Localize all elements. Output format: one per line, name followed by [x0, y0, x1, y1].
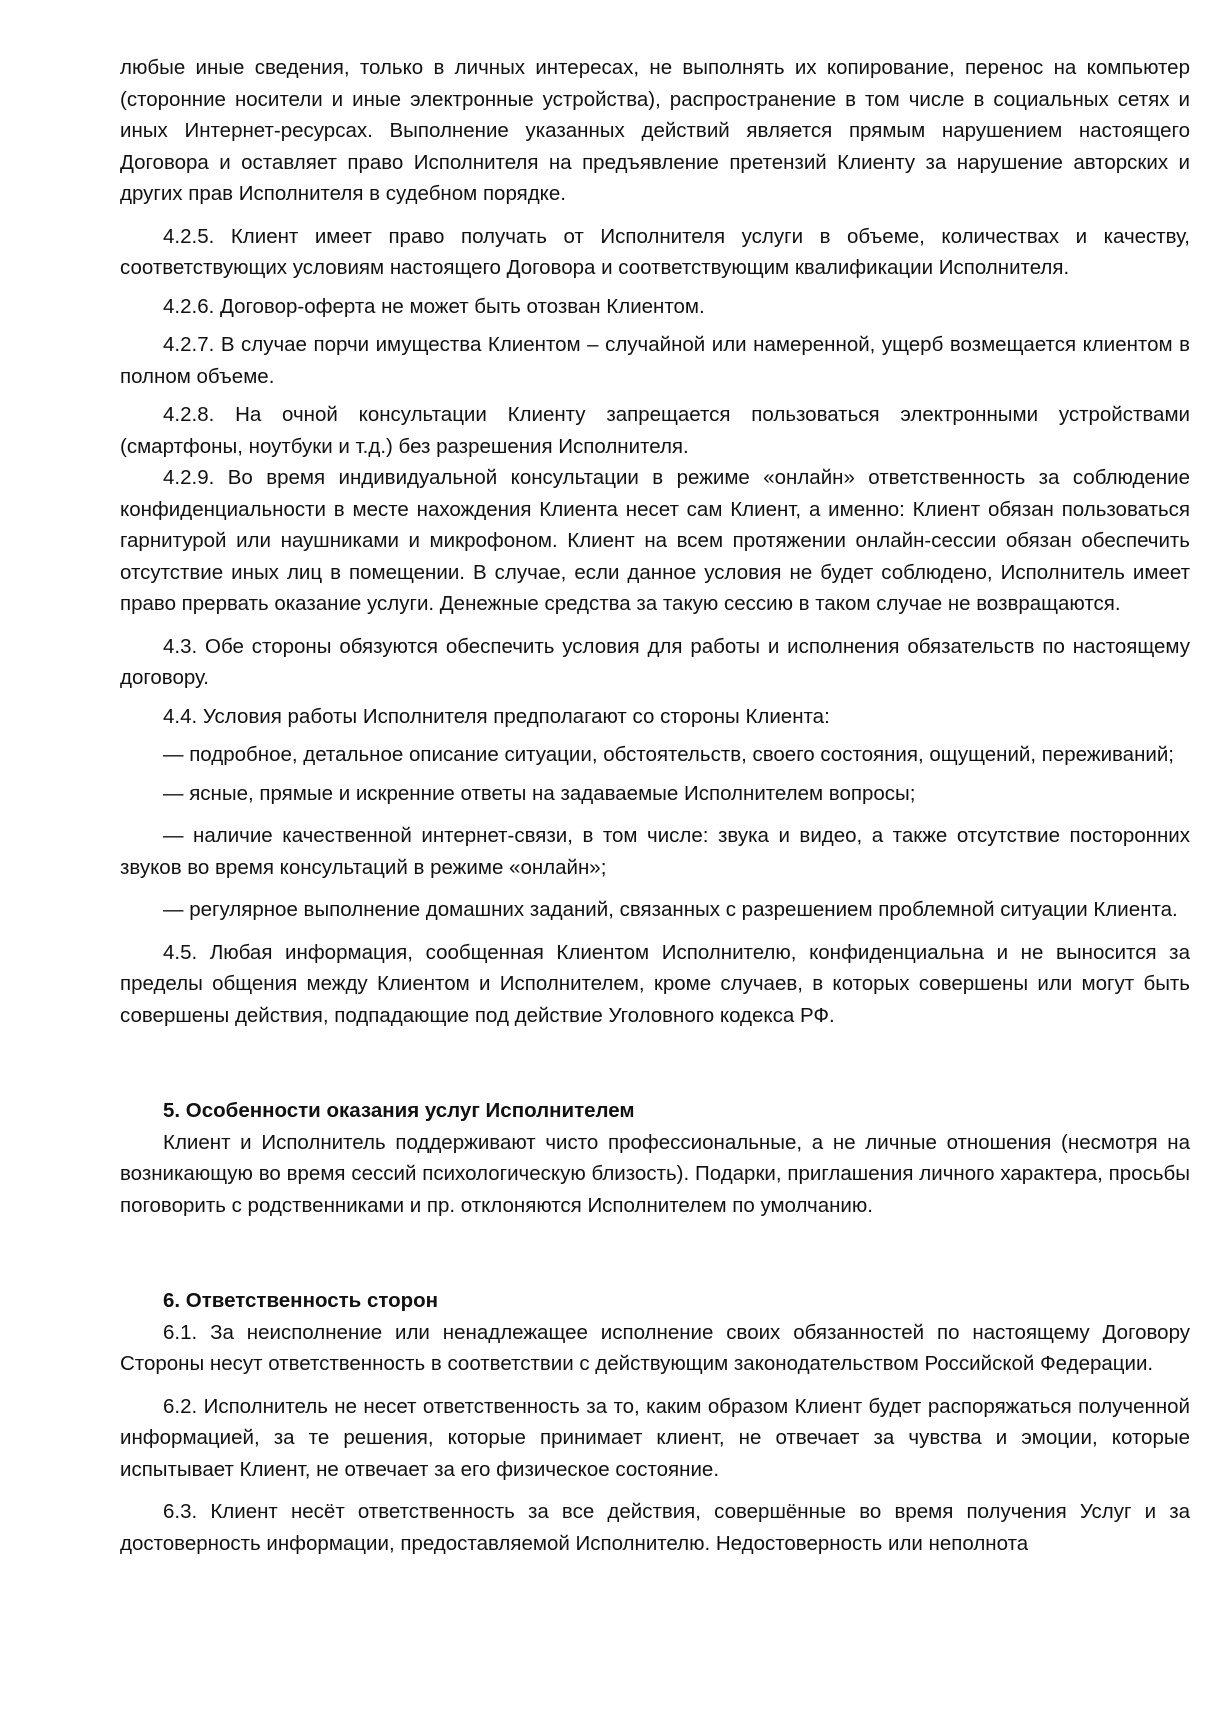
clause-4-5: 4.5. Любая информация, сообщенная Клиентом Исполнителю, конфиденциальна и не выносится за пределы общения между Клиентом и Исполнителем, кроме случаев, в которых совершены или могут быть совершены действия, подпадающие под действие Уголовного кодекса РФ. [120, 940, 1190, 1027]
clause-6-1: 6.1. За неисполнение или ненадлежащее исполнение своих обязанностей по настоящему Договору Стороны несут ответственность в соответствии с действующим законодательством Российской Федерации. [120, 1320, 1190, 1375]
clause-4-4-item-3: — наличие качественной интернет-связи, в том числе: звука и видео, а также отсутствие посторонних звуков во время консультаций в режиме «онлайн»; [120, 824, 1190, 879]
clause-4-4-item-2: — ясные, прямые и искренние ответы на задаваемые Исполнителем вопросы; [163, 781, 916, 805]
clause-4-2-8: 4.2.8. На очной консультации Клиенту запрещается пользоваться электронными устройствами (смартфоны, ноутбуки и т.д.) без разрешения Исполнителя. [120, 403, 1190, 458]
clause-4-2-6: 4.2.6. Договор-оферта не может быть отозван Клиентом. [163, 294, 705, 318]
clause-4-4-item-4: — регулярное выполнение домашних заданий, связанных с разрешением проблемной ситуации Клиента. [163, 898, 1178, 921]
paragraph-continuation: любые иные сведения, только в личных интересах, не выполнять их копирование, перенос на компьютер (сторонние носители и иные электронные устройства), распространение в том числе в социальных сетях и иных Интернет-ресурсах. Выполнение указанных действий является прямым нарушением настоящего Договора и оставляет право Исполнителя на предъявление претензий Клиенту за нарушение авторских и других прав Исполнителя в судебном порядке. [120, 56, 1190, 205]
section-6-heading: 6. Ответственность сторон [163, 1289, 439, 1312]
clause-4-3: 4.3. Обе стороны обязуются обеспечить условия для работы и исполнения обязательств по настоящему договору. [120, 634, 1190, 689]
clause-4-2-7: 4.2.7. В случае порчи имущества Клиентом – случайной или намеренной, ущерб возмещается клиентом в полном объеме. [120, 333, 1190, 388]
document-body [120, 52, 1190, 1559]
clause-4-2-5: 4.2.5. Клиент имеет право получать от Исполнителя услуги в объеме, количествах и качеству, соответствующих условиям настоящего Договора и соответствующим квалификации Исполнителя. [120, 224, 1190, 279]
clause-6-3: 6.3. Клиент несёт ответственность за все действия, совершённые во время получения Услуг и за достоверность информации, предоставляемой Исполнителю. Недостоверность или неполнота [120, 1500, 1190, 1555]
clause-6-2: 6.2. Исполнитель не несет ответственность за то, каким образом Клиент будет распоряжаться полученной информацией, за те решения, которые принимает клиент, не отвечает за чувства и эмоции, которые испытывает Клиент, не отвечает за его физическое состояние. [120, 1394, 1190, 1481]
clause-4-2-9: 4.2.9. Во время индивидуальной консультации в режиме «онлайн» ответственность за соблюдение конфиденциальности в месте нахождения Клиента несет сам Клиент, а именно: Клиент обязан пользоваться гарнитурой или наушниками и микрофоном. Клиент на всем протяжении онлайн-сессии обязан обеспечить отсутствие иных лиц в помещении. В случае, если данное условия не будет соблюдено, Исполнитель имеет право прервать оказание услуги. Денежные средства за такую сессию в таком случае не возвращаются. [120, 466, 1190, 615]
section-5-text: Клиент и Исполнитель поддерживают чисто профессиональные, а не личные отношения (несмотря на возникающую во время сессий психологическую близость). Подарки, приглашения личного характера, просьбы поговорить с родственниками и пр. отклоняются Исполнителем по умолчанию. [120, 1130, 1190, 1217]
clause-4-4: 4.4. Условия работы Исполнителя предполагают со стороны Клиента: [163, 704, 830, 728]
clause-4-4-item-1: — подробное, детальное описание ситуации, обстоятельств, своего состояния, ощущений, переживаний; [163, 743, 1174, 766]
section-5-heading: 5. Особенности оказания услуг Исполнителем [163, 1099, 635, 1122]
